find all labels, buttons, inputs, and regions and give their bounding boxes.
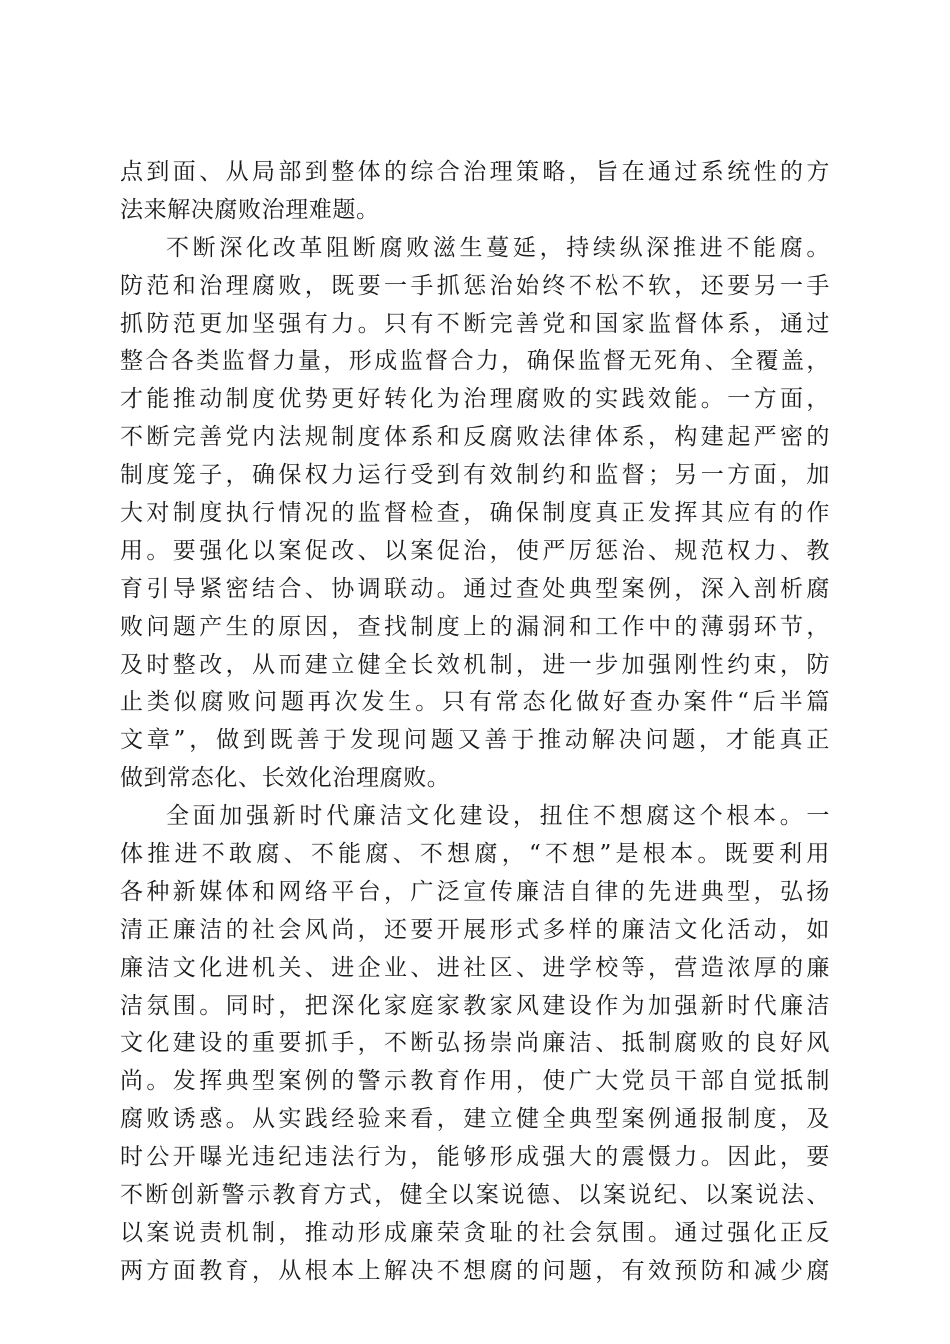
text-line: 整合各类监督力量，形成监督合力，确保监督无死角、全覆盖， <box>120 348 830 375</box>
text-line: 两方面教育，从根本上解决不想腐的问题，有效预防和减少腐 <box>120 1257 830 1284</box>
text-line: 抓防范更加坚强有力。只有不断完善党和国家监督体系，通过 <box>120 310 830 337</box>
text-line: 文章”，做到既善于发现问题又善于推动解决问题，才能真正 <box>120 727 830 754</box>
text-line: 防范和治理腐败，既要一手抓惩治始终不松不软，还要另一手 <box>120 272 830 299</box>
text-line: 用。要强化以案促改、以案促治，使严厉惩治、规范权力、教 <box>120 537 830 564</box>
text-line: 不断完善党内法规制度体系和反腐败法律体系，构建起严密的 <box>120 424 830 451</box>
text-line: 及时整改，从而建立健全长效机制，进一步加强刚性约束，防 <box>120 651 830 678</box>
text-line: 止类似腐败问题再次发生。只有常态化做好查办案件“后半篇 <box>120 689 830 716</box>
text-line: 大对制度执行情况的监督检查，确保制度真正发挥其应有的作 <box>120 500 830 527</box>
paragraph-first-line: 全面加强新时代廉洁文化建设，扭住不想腐这个根本。一 <box>166 803 830 830</box>
text-line: 尚。发挥典型案例的警示教育作用，使广大党员干部自觉抵制 <box>120 1068 830 1095</box>
text-line: 不断创新警示教育方式，健全以案说德、以案说纪、以案说法、 <box>120 1182 830 1209</box>
text-line: 点到面、从局部到整体的综合治理策略，旨在通过系统性的方 <box>120 159 830 185</box>
text-line: 败问题产生的原因，查找制度上的漏洞和工作中的薄弱环节， <box>120 613 830 640</box>
text-line: 育引导紧密结合、协调联动。通过查处典型案例，深入剖析腐 <box>120 575 830 602</box>
text-line: 体推进不敢腐、不能腐、不想腐，“不想”是根本。既要利用 <box>120 841 830 868</box>
text-line: 制度笼子，确保权力运行受到有效制约和监督；另一方面，加 <box>120 462 830 489</box>
text-line: 各种新媒体和网络平台，广泛宣传廉洁自律的先进典型，弘扬 <box>120 878 830 905</box>
text-line: 洁氛围。同时，把深化家庭家教家风建设作为加强新时代廉洁 <box>120 992 830 1019</box>
text-line: 廉洁文化进机关、进企业、进社区、进学校等，营造浓厚的廉 <box>120 954 830 981</box>
text-line: 法来解决腐败治理难题。 <box>120 196 380 223</box>
text-line: 清正廉洁的社会风尚，还要开展形式多样的廉洁文化活动，如 <box>120 916 830 943</box>
text-line: 做到常态化、长效化治理腐败。 <box>120 765 451 792</box>
text-line: 时公开曝光违纪违法行为，能够形成强大的震慑力。因此，要 <box>120 1144 830 1171</box>
paragraph-first-line: 不断深化改革阻断腐败滋生蔓延，持续纵深推进不能腐。 <box>166 234 830 261</box>
text-line: 以案说责机制，推动形成廉荣贪耻的社会氛围。通过强化正反 <box>120 1219 830 1246</box>
text-line: 腐败诱惑。从实践经验来看，建立健全典型案例通报制度，及 <box>120 1106 830 1133</box>
text-line: 才能推动制度优势更好转化为治理腐败的实践效能。一方面， <box>120 386 830 413</box>
document-body-text <box>120 154 830 1291</box>
text-line: 文化建设的重要抓手，不断弘扬崇尚廉洁、抵制腐败的良好风 <box>120 1030 830 1057</box>
